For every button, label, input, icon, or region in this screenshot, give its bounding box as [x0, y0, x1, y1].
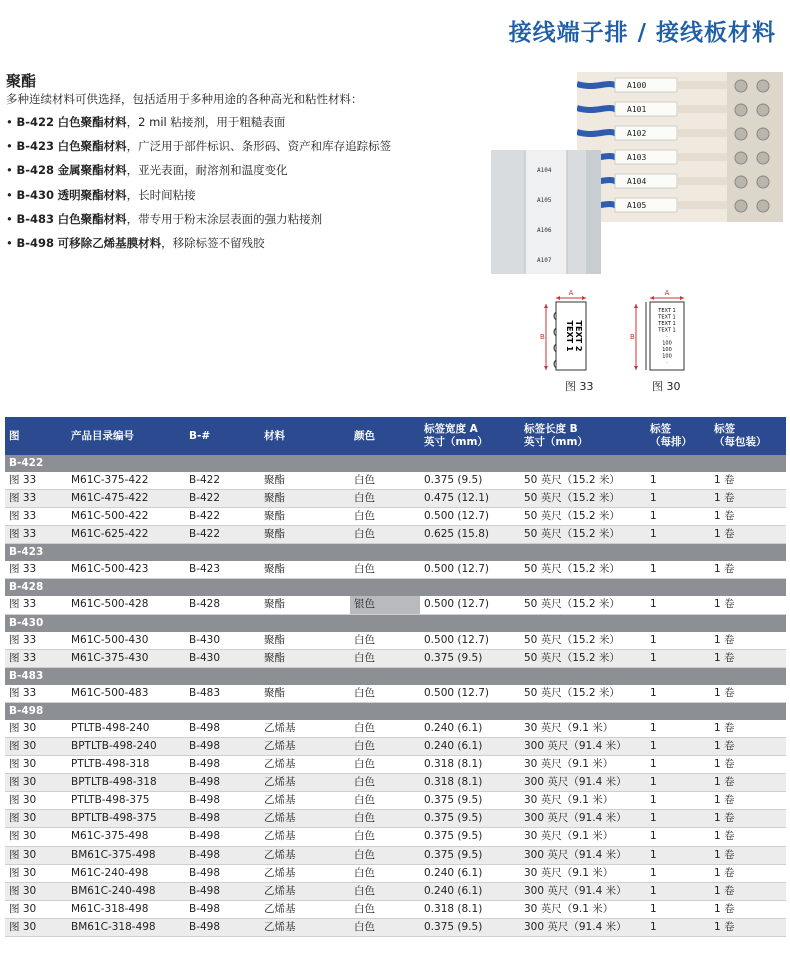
table-cell: 1 — [646, 737, 710, 755]
fig30-text-line: · — [666, 334, 668, 340]
group-label: B-428 — [5, 579, 786, 597]
material-name: 白色聚酯材料 — [57, 139, 127, 154]
table-cell: 图 30 — [5, 828, 67, 846]
group-label: B-483 — [5, 667, 786, 685]
table-cell: B-422 — [185, 472, 260, 490]
table-cell: 白色 — [350, 900, 420, 918]
table-cell: 白色 — [350, 720, 420, 738]
table-cell: 1 — [646, 810, 710, 828]
table-cell: 0.375 (9.5) — [420, 649, 520, 667]
table-row — [5, 720, 786, 738]
table-cell: 0.500 (12.7) — [420, 632, 520, 650]
table-cell: PTLTB-498-375 — [67, 792, 185, 810]
table-cell: B-422 — [185, 526, 260, 544]
table-cell: 1 卷 — [710, 918, 786, 936]
table-cell: 0.500 (12.7) — [420, 561, 520, 579]
table-row — [5, 561, 786, 579]
table-cell: 50 英尺（15.2 米） — [520, 472, 646, 490]
table-cell: 0.500 (12.7) — [420, 685, 520, 703]
table-cell: 白色 — [350, 774, 420, 792]
fig30-text-line: 100 — [662, 353, 672, 360]
table-cell: 聚酯 — [260, 472, 350, 490]
table-cell: 乙烯基 — [260, 918, 350, 936]
table-cell: 0.500 (12.7) — [420, 508, 520, 526]
table-cell: 白色 — [350, 846, 420, 864]
table-cell: 1 — [646, 649, 710, 667]
table-cell: PTLTB-498-240 — [67, 720, 185, 738]
table-cell: BM61C-375-498 — [67, 846, 185, 864]
material-description: ，带专用于粉末涂层表面的强力粘接剂 — [126, 211, 323, 226]
table-cell: 乙烯基 — [260, 810, 350, 828]
material-name: 透明聚酯材料 — [57, 187, 127, 202]
column-header: 标签宽度 A 英寸（mm） — [420, 417, 520, 455]
table-cell: 图 30 — [5, 774, 67, 792]
table-cell: 0.240 (6.1) — [420, 720, 520, 738]
table-cell: PTLTB-498-318 — [67, 756, 185, 774]
strip-label-text: A105 — [537, 197, 552, 204]
table-cell: 1 卷 — [710, 508, 786, 526]
table-cell: 1 卷 — [710, 596, 786, 614]
table-cell: BPTLTB-498-375 — [67, 810, 185, 828]
table-cell: B-428 — [185, 596, 260, 614]
table-cell: B-498 — [185, 774, 260, 792]
table-cell: B-498 — [185, 900, 260, 918]
table-cell: 300 英尺（91.4 米） — [520, 737, 646, 755]
table-cell: BPTLTB-498-240 — [67, 737, 185, 755]
label-strip-photo — [491, 150, 601, 274]
table-cell: 1 — [646, 900, 710, 918]
table-row — [5, 882, 786, 900]
material-code: B-430 — [16, 187, 54, 202]
table-cell: 0.318 (8.1) — [420, 774, 520, 792]
table-cell: 图 30 — [5, 792, 67, 810]
table-cell: 图 33 — [5, 632, 67, 650]
table-cell: 图 30 — [5, 918, 67, 936]
table-cell: 0.240 (6.1) — [420, 737, 520, 755]
table-cell: 图 33 — [5, 561, 67, 579]
table-cell: 1 卷 — [710, 864, 786, 882]
table-row — [5, 649, 786, 667]
table-cell: 白色 — [350, 918, 420, 936]
group-row — [5, 455, 786, 472]
table-cell: B-430 — [185, 632, 260, 650]
material-bullet-item — [6, 187, 391, 211]
fig30-dim-a: A — [664, 290, 670, 297]
table-row — [5, 756, 786, 774]
table-cell: 1 — [646, 792, 710, 810]
table-cell: B-498 — [185, 737, 260, 755]
table-cell: 0.625 (15.8) — [420, 526, 520, 544]
fig30-text-line: TEXT 1 — [658, 321, 676, 327]
table-cell: B-423 — [185, 561, 260, 579]
bullet-dot: • — [6, 115, 17, 129]
table-row — [5, 508, 786, 526]
material-bullet-item — [6, 162, 391, 186]
table-cell: 1 卷 — [710, 561, 786, 579]
strip-label-text: A104 — [537, 167, 552, 174]
table-cell: B-498 — [185, 918, 260, 936]
figure-33-caption: 图 33 — [565, 380, 594, 393]
figure-33-diagram — [538, 290, 608, 375]
table-cell: 0.240 (6.1) — [420, 864, 520, 882]
table-cell: 乙烯基 — [260, 828, 350, 846]
table-cell: 0.318 (8.1) — [420, 900, 520, 918]
table-cell: 图 30 — [5, 846, 67, 864]
table-cell: 1 卷 — [710, 792, 786, 810]
table-cell: 1 卷 — [710, 649, 786, 667]
table-cell: M61C-375-498 — [67, 828, 185, 846]
table-cell: B-498 — [185, 864, 260, 882]
bullet-dot: • — [6, 139, 17, 154]
group-row — [5, 614, 786, 632]
material-description: ，广泛用于部件标识、条形码、资产和库存追踪标签 — [126, 139, 392, 154]
table-cell: 白色 — [350, 490, 420, 508]
material-bullet-list — [6, 114, 391, 259]
table-cell: 白色 — [350, 561, 420, 579]
group-label: B-422 — [5, 455, 786, 472]
fig33-dim-b: B — [540, 333, 545, 341]
column-header: 产品目录编号 — [67, 417, 185, 455]
table-cell: 0.375 (9.5) — [420, 828, 520, 846]
figure-30-caption: 图 30 — [652, 380, 681, 393]
table-cell: M61C-375-422 — [67, 472, 185, 490]
table-cell: B-498 — [185, 882, 260, 900]
wire-label-text: A101 — [627, 105, 647, 114]
terminal-block-photo — [577, 72, 783, 222]
table-row — [5, 596, 786, 614]
table-cell: M61C-500-483 — [67, 685, 185, 703]
table-cell: 1 — [646, 756, 710, 774]
table-cell: 银色 — [350, 596, 420, 614]
table-cell: B-430 — [185, 649, 260, 667]
fig30-text-line: 100 — [662, 340, 672, 347]
table-cell: 0.500 (12.7) — [420, 596, 520, 614]
table-cell: 1 卷 — [710, 720, 786, 738]
table-cell: 1 — [646, 864, 710, 882]
wire-label-text: A103 — [627, 153, 647, 162]
table-cell: B-498 — [185, 846, 260, 864]
bullet-dot: • — [6, 187, 17, 202]
table-cell: 50 英尺（15.2 米） — [520, 649, 646, 667]
table-cell: 0.318 (8.1) — [420, 756, 520, 774]
wire-label-text: A100 — [627, 81, 647, 90]
table-cell: 乙烯基 — [260, 756, 350, 774]
table-cell: 乙烯基 — [260, 792, 350, 810]
table-cell: 乙烯基 — [260, 737, 350, 755]
table-cell: 白色 — [350, 756, 420, 774]
table-cell: 50 英尺（15.2 米） — [520, 490, 646, 508]
table-cell: 0.375 (9.5) — [420, 792, 520, 810]
material-name: 可移除乙烯基膜材料 — [57, 235, 162, 250]
table-cell: B-422 — [185, 508, 260, 526]
table-cell: 白色 — [350, 737, 420, 755]
column-header: B-# — [185, 417, 260, 455]
table-cell: 30 英尺（9.1 米） — [520, 792, 646, 810]
table-cell: 聚酯 — [260, 596, 350, 614]
section-intro: 多种连续材料可供选择，包括适用于多种用途的各种高光和粘性材料： — [6, 92, 363, 106]
column-header: 图 — [5, 417, 67, 455]
table-cell: M61C-375-430 — [67, 649, 185, 667]
section-title: 聚酯 — [6, 72, 37, 90]
table-body — [5, 455, 786, 936]
table-cell: 0.375 (9.5) — [420, 918, 520, 936]
table-cell: 乙烯基 — [260, 864, 350, 882]
table-cell: 聚酯 — [260, 490, 350, 508]
table-cell: 图 33 — [5, 649, 67, 667]
table-cell: 1 — [646, 596, 710, 614]
table-cell: 聚酯 — [260, 561, 350, 579]
table-cell: 300 英尺（91.4 米） — [520, 882, 646, 900]
group-row — [5, 544, 786, 562]
table-row — [5, 774, 786, 792]
material-code: B-422 — [16, 115, 54, 129]
material-code: B-483 — [16, 211, 54, 226]
table-cell: 白色 — [350, 472, 420, 490]
wire-label-text: A105 — [627, 201, 647, 210]
table-cell: 1 — [646, 526, 710, 544]
table-cell: 聚酯 — [260, 632, 350, 650]
figure-30-diagram — [628, 290, 698, 375]
table-cell: 1 卷 — [710, 828, 786, 846]
table-cell: 300 英尺（91.4 米） — [520, 846, 646, 864]
fig30-text-line: 100 — [662, 347, 672, 353]
table-cell: 1 卷 — [710, 756, 786, 774]
table-cell: M61C-500-430 — [67, 632, 185, 650]
table-cell: B-498 — [185, 720, 260, 738]
group-row — [5, 579, 786, 597]
table-cell: 50 英尺（15.2 米） — [520, 508, 646, 526]
fig33-dim-a: A — [568, 290, 574, 297]
table-cell: 50 英尺（15.2 米） — [520, 526, 646, 544]
table-cell: M61C-500-423 — [67, 561, 185, 579]
table-cell: 0.240 (6.1) — [420, 882, 520, 900]
fig30-text-line: TEXT 1 — [658, 308, 676, 314]
fig33-line-2: TEXT 2 — [574, 320, 583, 352]
table-cell: 聚酯 — [260, 508, 350, 526]
bullet-dot: • — [6, 163, 17, 178]
fig30-text-line: · — [666, 360, 668, 366]
table-cell: 30 英尺（9.1 米） — [520, 720, 646, 738]
table-cell: 0.375 (9.5) — [420, 810, 520, 828]
material-code: B-423 — [16, 139, 54, 154]
table-cell: 白色 — [350, 508, 420, 526]
table-row — [5, 472, 786, 490]
table-cell: 1 卷 — [710, 846, 786, 864]
table-cell: 300 英尺（91.4 米） — [520, 774, 646, 792]
table-cell: B-483 — [185, 685, 260, 703]
table-cell: 白色 — [350, 632, 420, 650]
table-cell: 300 英尺（91.4 米） — [520, 810, 646, 828]
table-cell: 白色 — [350, 792, 420, 810]
fig30-text-line: TEXT 1 — [658, 327, 676, 334]
group-row — [5, 667, 786, 685]
table-cell: 50 英尺（15.2 米） — [520, 632, 646, 650]
table-cell: 白色 — [350, 882, 420, 900]
table-cell: 0.375 (9.5) — [420, 472, 520, 490]
table-row — [5, 810, 786, 828]
table-cell: 0.375 (9.5) — [420, 846, 520, 864]
table-cell: 30 英尺（9.1 米） — [520, 900, 646, 918]
table-cell: 1 — [646, 685, 710, 703]
table-cell: 图 30 — [5, 864, 67, 882]
table-cell: 白色 — [350, 864, 420, 882]
table-cell: 1 — [646, 472, 710, 490]
table-cell: 乙烯基 — [260, 720, 350, 738]
table-cell: 1 卷 — [710, 472, 786, 490]
table-row — [5, 737, 786, 755]
table-cell: 1 — [646, 846, 710, 864]
column-header: 颜色 — [350, 417, 420, 455]
table-cell: 1 — [646, 490, 710, 508]
table-cell: 图 30 — [5, 810, 67, 828]
table-cell: 白色 — [350, 526, 420, 544]
material-code: B-428 — [16, 163, 54, 178]
table-cell: 30 英尺（9.1 米） — [520, 828, 646, 846]
wire-label-text: A104 — [627, 177, 647, 186]
table-row — [5, 918, 786, 936]
fig33-line-1: TEXT 1 — [565, 320, 574, 352]
table-cell: 图 33 — [5, 685, 67, 703]
table-header-row — [5, 417, 786, 455]
table-cell: 1 卷 — [710, 490, 786, 508]
material-description: ，2 mil 粘接剂，用于粗糙表面 — [126, 115, 286, 129]
table-cell: 图 30 — [5, 882, 67, 900]
material-description: ，移除标签不留残胶 — [161, 235, 265, 250]
table-cell: B-498 — [185, 828, 260, 846]
column-header: 标签 （每排） — [646, 417, 710, 455]
table-cell: 50 英尺（15.2 米） — [520, 596, 646, 614]
wire-label-text: A102 — [627, 129, 647, 138]
table-cell: 图 33 — [5, 526, 67, 544]
column-header: 标签 （每包装） — [710, 417, 786, 455]
column-header: 材料 — [260, 417, 350, 455]
table-cell: 30 英尺（9.1 米） — [520, 756, 646, 774]
material-bullet-item — [6, 235, 391, 259]
table-cell: 50 英尺（15.2 米） — [520, 561, 646, 579]
table-cell: 300 英尺（91.4 米） — [520, 918, 646, 936]
table-cell: 1 卷 — [710, 632, 786, 650]
table-cell: 1 卷 — [710, 526, 786, 544]
table-cell: 图 33 — [5, 596, 67, 614]
table-row — [5, 632, 786, 650]
table-cell: 乙烯基 — [260, 846, 350, 864]
table-cell: 图 30 — [5, 756, 67, 774]
table-cell: 1 — [646, 508, 710, 526]
table-row — [5, 828, 786, 846]
table-cell: 1 卷 — [710, 737, 786, 755]
material-description: ，亚光表面，耐溶剂和温度变化 — [126, 163, 288, 178]
table-cell: 图 30 — [5, 720, 67, 738]
group-label: B-430 — [5, 614, 786, 632]
table-cell: M61C-625-422 — [67, 526, 185, 544]
bullet-dot: • — [6, 211, 17, 226]
page-title: 接线端子排 / 接线板材料 — [508, 20, 776, 46]
table-cell: 1 — [646, 632, 710, 650]
fig30-dim-b: B — [630, 333, 635, 341]
table-cell: 图 30 — [5, 737, 67, 755]
table-cell: 聚酯 — [260, 685, 350, 703]
table-row — [5, 864, 786, 882]
product-spec-table — [5, 417, 786, 937]
table-cell: 乙烯基 — [260, 900, 350, 918]
table-cell: 1 — [646, 918, 710, 936]
table-cell: M61C-500-422 — [67, 508, 185, 526]
material-name: 白色聚酯材料 — [57, 115, 127, 129]
table-cell: 图 30 — [5, 900, 67, 918]
table-cell: 图 33 — [5, 472, 67, 490]
group-row — [5, 702, 786, 720]
table-cell: 白色 — [350, 828, 420, 846]
material-description: ，长时间粘接 — [126, 187, 196, 202]
table-cell: M61C-475-422 — [67, 490, 185, 508]
table-cell: B-498 — [185, 810, 260, 828]
table-cell: M61C-500-428 — [67, 596, 185, 614]
table-cell: B-422 — [185, 490, 260, 508]
table-cell: 0.475 (12.1) — [420, 490, 520, 508]
table-cell: 1 卷 — [710, 685, 786, 703]
table-cell: 白色 — [350, 685, 420, 703]
table-cell: 乙烯基 — [260, 882, 350, 900]
table-cell: 1 卷 — [710, 882, 786, 900]
table-cell: 图 33 — [5, 508, 67, 526]
material-bullet-item — [6, 114, 391, 138]
table-cell: B-498 — [185, 792, 260, 810]
table-cell: 1 卷 — [710, 774, 786, 792]
material-bullet-item — [6, 138, 391, 162]
table-cell: 图 33 — [5, 490, 67, 508]
strip-label-text: A106 — [537, 227, 552, 234]
group-label: B-498 — [5, 702, 786, 720]
table-cell: 1 — [646, 882, 710, 900]
table-cell: 白色 — [350, 649, 420, 667]
material-bullet-item — [6, 211, 391, 235]
table-cell: 1 — [646, 828, 710, 846]
table-cell: BPTLTB-498-318 — [67, 774, 185, 792]
strip-label-text: A107 — [537, 257, 552, 264]
table-cell: 聚酯 — [260, 649, 350, 667]
table-cell: 1 卷 — [710, 900, 786, 918]
table-cell: 1 卷 — [710, 810, 786, 828]
table-cell: M61C-318-498 — [67, 900, 185, 918]
table-cell: BM61C-318-498 — [67, 918, 185, 936]
table-cell: 聚酯 — [260, 526, 350, 544]
table-cell: 50 英尺（15.2 米） — [520, 685, 646, 703]
table-cell: M61C-240-498 — [67, 864, 185, 882]
column-header: 标签长度 B 英寸（mm） — [520, 417, 646, 455]
material-name: 白色聚酯材料 — [57, 211, 127, 226]
table-cell: 白色 — [350, 810, 420, 828]
table-cell: 30 英尺（9.1 米） — [520, 864, 646, 882]
table-row — [5, 846, 786, 864]
table-row — [5, 685, 786, 703]
material-code: B-498 — [16, 235, 54, 250]
table-row — [5, 900, 786, 918]
bullet-dot: • — [6, 235, 17, 250]
table-cell: B-498 — [185, 756, 260, 774]
table-cell: 乙烯基 — [260, 774, 350, 792]
group-label: B-423 — [5, 544, 786, 562]
table-row — [5, 792, 786, 810]
table-row — [5, 526, 786, 544]
table-cell: 1 — [646, 774, 710, 792]
table-cell: 1 — [646, 561, 710, 579]
table-cell: BM61C-240-498 — [67, 882, 185, 900]
table-row — [5, 490, 786, 508]
table-cell: 1 — [646, 720, 710, 738]
fig30-text-line: TEXT 1 — [658, 314, 676, 321]
material-name: 金属聚酯材料 — [57, 163, 127, 178]
